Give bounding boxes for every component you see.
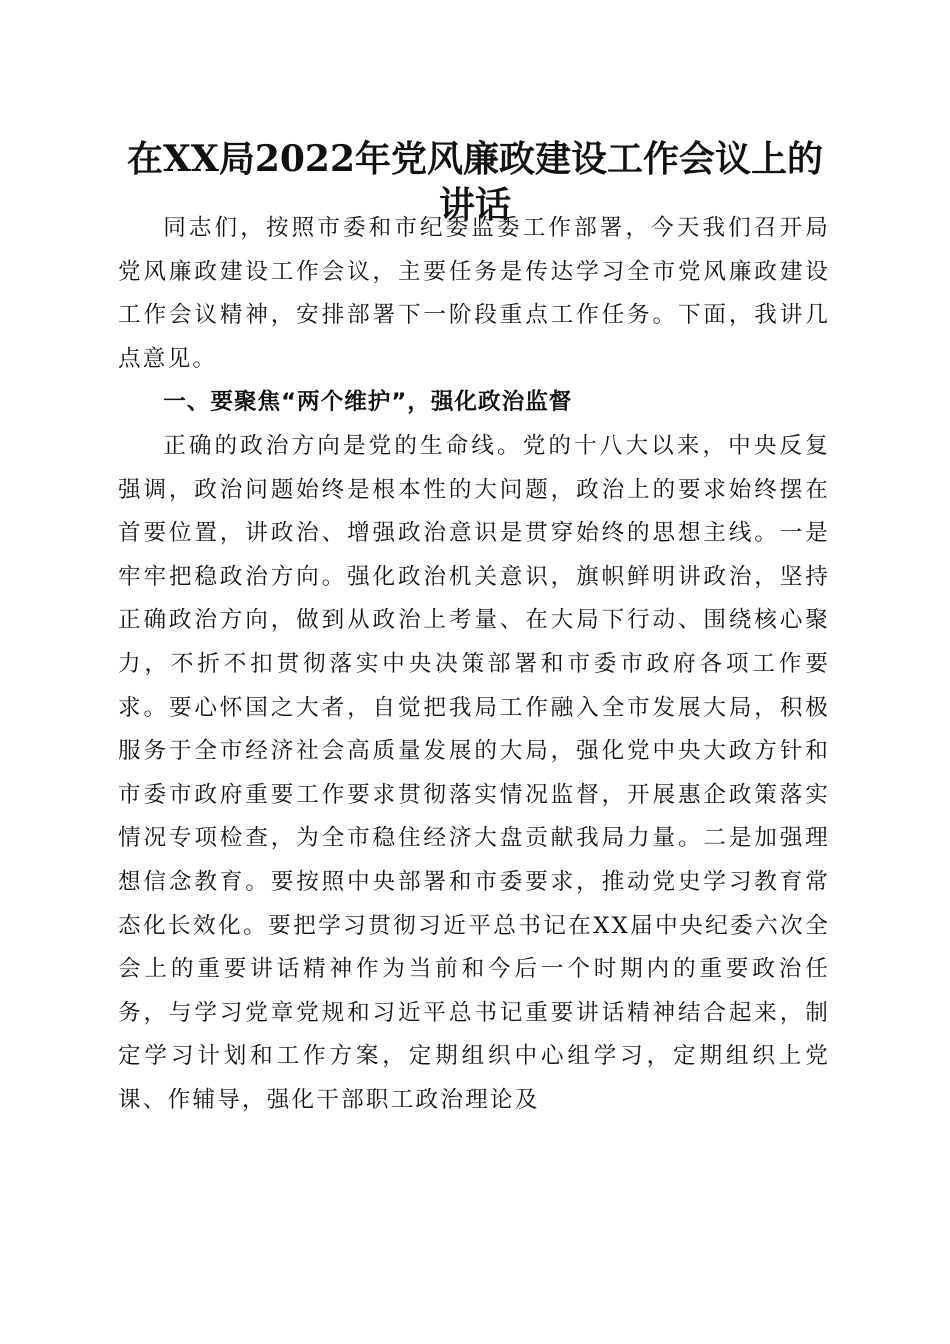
body-paragraph: 正确的政治方向是党的生命线。党的十八大以来，中央反复强调，政治问题始终是根本性的大问题，政治上的要求始终摆在首要位置，讲政治、增强政治意识是贯穿始终的思想主线。一是牢牢把稳政治方向。强化政治机关意识，旗帜鲜明讲政治，坚持正确政治方向，做到从政治上考量、在大局下行动、围绕核心聚力，不折不扣贯彻落实中央决策部署和市委市政府各项工作要求。要心怀国之大者，自觉把我局工作融入全市发展大局，积极服务于全市经济社会高质量发展的大局，强化党中央大政方针和市委市政府重要工作要求贯彻落实情况监督，开展惠企政策落实情况专项检查，为全市稳住经济大盘贡献我局力量。二是加强理想信念教育。要按照中央部署和市委要求，推动党史学习教育常态化长效化。要把学习贯彻习近平总书记在XX届中央纪委六次全会上的重要讲话精神作为当前和今后一个时期内的重要政治任务，与学习党章党规和习近平总书记重要讲话精神结合起来，制定学习计划和工作方案，定期组织中心组学习，定期组织上党课、作辅导，强化干部职工政治理论及 (118, 432, 830, 1113)
title-line-1: 在XX局2022年党风廉政建设工作会议上的 (126, 138, 824, 180)
intro-paragraph: 同志们，按照市委和市纪委监委工作部署，今天我们召开局党风廉政建设工作会议，主要任务是传达学习全市党风廉政建设工作会议精神，安排部署下一阶段重点工作任务。下面，我讲几点意见。 (118, 215, 830, 372)
document-body (118, 207, 830, 1122)
title-line-2: 讲话 (438, 184, 511, 226)
section-heading-1: 一、要聚焦“两个维护”，强化政治监督 (163, 389, 573, 416)
